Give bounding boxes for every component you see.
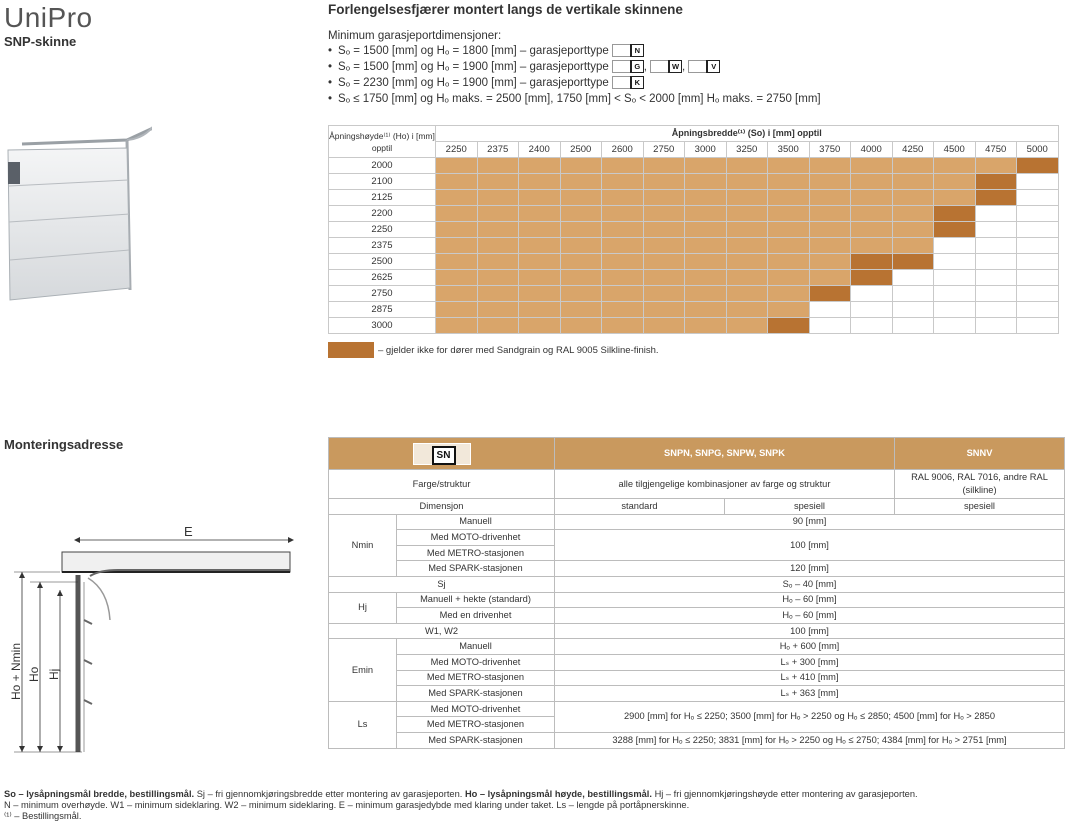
matrix-cell: [1017, 254, 1059, 270]
door-type-icon: K: [612, 76, 644, 89]
matrix-height-label: 2250: [329, 222, 436, 238]
matrix-cell: [1017, 302, 1059, 318]
matrix-width-label: 5000: [1017, 142, 1059, 158]
min-dimension-item: • Sₒ = 1500 [mm] og Hₒ = 1900 [mm] – garasjeporttype G , W , V: [328, 59, 821, 75]
matrix-cell: [519, 286, 561, 302]
matrix-cell: [934, 302, 976, 318]
matrix-cell: [809, 254, 851, 270]
matrix-cell: [768, 206, 810, 222]
hj-val: Hₒ – 60 [mm]: [555, 608, 1065, 624]
matrix-cell: [768, 286, 810, 302]
matrix-cell: [851, 302, 893, 318]
matrix-width-label: 4750: [975, 142, 1017, 158]
matrix-cell: [1017, 206, 1059, 222]
farge-snnv: RAL 9006, RAL 7016, andre RAL (silkline): [895, 470, 1065, 499]
matrix-cell: [726, 270, 768, 286]
matrix-cell: [1017, 190, 1059, 206]
matrix-cell: [685, 238, 727, 254]
matrix-cell: [602, 174, 644, 190]
matrix-width-label: 2250: [436, 142, 478, 158]
emin-row: Manuell: [397, 639, 555, 655]
matrix-width-label: 4000: [851, 142, 893, 158]
matrix-cell: [436, 270, 478, 286]
matrix-cell: [975, 254, 1017, 270]
matrix-cell: [685, 222, 727, 238]
matrix-cell: [560, 270, 602, 286]
matrix-cell: [726, 158, 768, 174]
matrix-cell: [934, 158, 976, 174]
matrix-cell: [560, 238, 602, 254]
montering-title: Monteringsadresse: [4, 437, 124, 452]
sn-badge: SN: [413, 443, 471, 465]
matrix-cell: [643, 270, 685, 286]
matrix-cell: [436, 158, 478, 174]
sj-val: Sₒ – 40 [mm]: [555, 576, 1065, 592]
matrix-cell: [892, 318, 934, 334]
matrix-cell: [851, 206, 893, 222]
matrix-cell: [602, 222, 644, 238]
matrix-cell: [519, 270, 561, 286]
w-label: W1, W2: [329, 623, 555, 639]
matrix-cell: [477, 222, 519, 238]
dimension-matrix: [328, 125, 1059, 334]
matrix-cell: [892, 302, 934, 318]
matrix-cell: [1017, 174, 1059, 190]
matrix-cell: [436, 206, 478, 222]
ls-row: Med MOTO-drivenhet: [397, 701, 555, 717]
label-hj: Hj: [47, 668, 61, 680]
matrix-cell: [643, 174, 685, 190]
matrix-cell: [560, 318, 602, 334]
min-dimension-item: • Sₒ = 2230 [mm] og Hₒ = 1900 [mm] – garasjeporttype K: [328, 75, 821, 91]
matrix-cell: [436, 174, 478, 190]
matrix-cell: [809, 158, 851, 174]
matrix-width-label: 2400: [519, 142, 561, 158]
matrix-corner-label: Åpningshøyde⁽¹⁾ (Ho) i [mm] opptil: [329, 126, 436, 158]
matrix-cell: [560, 190, 602, 206]
matrix-cell: [768, 190, 810, 206]
matrix-width-label: 2500: [560, 142, 602, 158]
matrix-cell: [934, 254, 976, 270]
matrix-cell: [809, 206, 851, 222]
matrix-cell: [892, 286, 934, 302]
matrix-cell: [685, 318, 727, 334]
matrix-width-label: 3500: [768, 142, 810, 158]
matrix-width-label: 3250: [726, 142, 768, 158]
matrix-height-label: 2625: [329, 270, 436, 286]
col-snnv: SNNV: [895, 438, 1065, 470]
matrix-cell: [975, 302, 1017, 318]
matrix-cell: [685, 190, 727, 206]
matrix-cell: [602, 270, 644, 286]
ls-val: 2900 [mm] for Hₒ ≤ 2250; 3500 [mm] for Hₒ > 2250 og Hₒ ≤ 2850; 4500 [mm] for Hₒ > 2850: [555, 701, 1065, 732]
matrix-cell: [560, 286, 602, 302]
matrix-cell: [934, 206, 976, 222]
matrix-cell: [1017, 286, 1059, 302]
matrix-cell: [809, 286, 851, 302]
matrix-cell: [892, 158, 934, 174]
matrix-cell: [934, 238, 976, 254]
matrix-cell: [477, 190, 519, 206]
matrix-cell: [1017, 318, 1059, 334]
matrix-cell: [1017, 222, 1059, 238]
matrix-cell: [477, 158, 519, 174]
matrix-cell: [851, 190, 893, 206]
label-ho: Ho: [27, 666, 41, 682]
matrix-cell: [809, 302, 851, 318]
dim-spesiell-snnv: spesiell: [895, 499, 1065, 515]
matrix-cell: [602, 302, 644, 318]
matrix-cell: [477, 174, 519, 190]
footnote-line-2: N – minimum overhøyde. W1 – minimum sideklaring. W2 – minimum sideklaring. E – minimum garasjedybde med klaring under taket. Ls – lengde på portåpnerskinne.: [4, 800, 690, 810]
matrix-cell: [851, 254, 893, 270]
footnote-line-3: ⁽¹⁾ – Bestillingsmål.: [4, 811, 82, 821]
matrix-cell: [892, 174, 934, 190]
matrix-cell: [975, 206, 1017, 222]
label-ho-nmin: Ho + Nmin: [9, 642, 23, 700]
matrix-cell: [602, 158, 644, 174]
matrix-cell: [892, 222, 934, 238]
matrix-cell: [1017, 270, 1059, 286]
matrix-cell: [851, 286, 893, 302]
matrix-cell: [809, 270, 851, 286]
farge-snp: alle tilgjengelige kombinasjoner av farge og struktur: [555, 470, 895, 499]
matrix-cell: [685, 174, 727, 190]
matrix-height-label: 2875: [329, 302, 436, 318]
matrix-cell: [934, 318, 976, 334]
matrix-cell: [768, 174, 810, 190]
matrix-cell: [519, 158, 561, 174]
door-illustration: [2, 110, 152, 310]
matrix-cell: [643, 190, 685, 206]
matrix-cell: [519, 254, 561, 270]
min-dimensions-list: [328, 43, 821, 107]
matrix-cell: [685, 206, 727, 222]
nmin-val: 100 [mm]: [555, 530, 1065, 561]
matrix-cell: [643, 238, 685, 254]
matrix-cell: [477, 238, 519, 254]
footnote-line-1: So – lysåpningsmål bredde, bestillingsmål. Sj – fri gjennomkjøringsbredde etter montering av garasjeporten. Ho – lysåpningsmål høyde, bestillingsmål. Hj – fri gjennomkjøringshøyde etter montering av garasjeporten.: [4, 789, 918, 799]
matrix-cell: [809, 238, 851, 254]
matrix-height-label: 2750: [329, 286, 436, 302]
ls-row: Med METRO-stasjonen: [397, 717, 555, 733]
matrix-cell: [726, 190, 768, 206]
door-type-icon: W: [650, 60, 682, 73]
ls-label: Ls: [329, 701, 397, 748]
matrix-cell: [643, 302, 685, 318]
matrix-width-label: 3750: [809, 142, 851, 158]
matrix-height-label: 3000: [329, 318, 436, 334]
legend-text: – gjelder ikke for dører med Sandgrain og RAL 9005 Silkline-finish.: [378, 345, 659, 356]
brand-subtitle: SNP-skinne: [4, 34, 77, 49]
emin-val: Lₛ + 300 [mm]: [555, 654, 1065, 670]
matrix-cell: [975, 270, 1017, 286]
emin-val: Lₛ + 410 [mm]: [555, 670, 1065, 686]
footnotes: [4, 789, 918, 822]
matrix-cell: [685, 270, 727, 286]
matrix-width-label: 2750: [643, 142, 685, 158]
matrix-cell: [436, 286, 478, 302]
matrix-cell: [975, 190, 1017, 206]
dim-standard: standard: [555, 499, 725, 515]
matrix-cell: [560, 302, 602, 318]
matrix-cell: [892, 206, 934, 222]
matrix-cell: [768, 158, 810, 174]
matrix-cell: [768, 254, 810, 270]
matrix-cell: [602, 318, 644, 334]
door-type-icon: G: [612, 60, 644, 73]
matrix-cell: [975, 286, 1017, 302]
matrix-cell: [643, 158, 685, 174]
matrix-cell: [436, 254, 478, 270]
matrix-cell: [477, 318, 519, 334]
matrix-cell: [643, 318, 685, 334]
matrix-cell: [436, 190, 478, 206]
hj-row: Manuell + hekte (standard): [397, 592, 555, 608]
nmin-row: Med METRO-stasjonen: [397, 545, 555, 561]
matrix-cell: [643, 222, 685, 238]
matrix-cell: [602, 286, 644, 302]
hj-label: Hj: [329, 592, 397, 623]
matrix-cell: [519, 318, 561, 334]
hj-row: Med en drivenhet: [397, 608, 555, 624]
matrix-width-label: 4250: [892, 142, 934, 158]
matrix-cell: [560, 222, 602, 238]
col-snp: SNPN, SNPG, SNPW, SNPK: [555, 438, 895, 470]
dim-spesiell: spesiell: [725, 499, 895, 515]
matrix-cell: [477, 270, 519, 286]
badge-cell: [329, 438, 555, 470]
matrix-cell: [726, 174, 768, 190]
sj-label: Sj: [329, 576, 555, 592]
matrix-cell: [519, 174, 561, 190]
emin-row: Med METRO-stasjonen: [397, 670, 555, 686]
matrix-width-label: 2600: [602, 142, 644, 158]
matrix-cell: [602, 206, 644, 222]
matrix-cell: [851, 238, 893, 254]
farge-label: Farge/struktur: [329, 470, 555, 499]
matrix-cell: [934, 222, 976, 238]
matrix-cell: [851, 318, 893, 334]
emin-label: Emin: [329, 639, 397, 701]
matrix-cell: [768, 318, 810, 334]
matrix-cell: [602, 190, 644, 206]
brand-title: UniPro: [4, 2, 93, 33]
nmin-row: Manuell: [397, 514, 555, 530]
matrix-cell: [560, 158, 602, 174]
matrix-cell: [934, 174, 976, 190]
matrix-cell: [685, 302, 727, 318]
matrix-width-label: 2375: [477, 142, 519, 158]
matrix-cell: [685, 254, 727, 270]
matrix-cell: [726, 286, 768, 302]
matrix-width-label: 3000: [685, 142, 727, 158]
matrix-height-label: 2375: [329, 238, 436, 254]
emin-val: Lₛ + 363 [mm]: [555, 686, 1065, 702]
matrix-cell: [892, 190, 934, 206]
matrix-cell: [768, 222, 810, 238]
matrix-cell: [519, 222, 561, 238]
matrix-cell: [602, 254, 644, 270]
matrix-height-label: 2000: [329, 158, 436, 174]
matrix-cell: [560, 206, 602, 222]
matrix-cell: [685, 286, 727, 302]
matrix-cell: [934, 190, 976, 206]
min-dimension-item: • Sₒ = 1500 [mm] og Hₒ = 1800 [mm] – garasjeporttype N: [328, 43, 821, 59]
matrix-cell: [809, 318, 851, 334]
matrix-cell: [477, 286, 519, 302]
nmin-row: Med MOTO-drivenhet: [397, 530, 555, 546]
matrix-cell: [560, 254, 602, 270]
matrix-cell: [519, 238, 561, 254]
matrix-cell: [975, 318, 1017, 334]
nmin-row: Med SPARK-stasjonen: [397, 561, 555, 577]
matrix-cell: [975, 222, 1017, 238]
matrix-height-label: 2200: [329, 206, 436, 222]
matrix-cell: [851, 270, 893, 286]
matrix-cell: [643, 206, 685, 222]
matrix-cell: [975, 238, 1017, 254]
matrix-cell: [809, 190, 851, 206]
matrix-cell: [726, 318, 768, 334]
matrix-cell: [768, 238, 810, 254]
matrix-cell: [519, 190, 561, 206]
matrix-cell: [851, 222, 893, 238]
emin-row: Med MOTO-drivenhet: [397, 654, 555, 670]
hj-val: Hₒ – 60 [mm]: [555, 592, 1065, 608]
matrix-height-label: 2500: [329, 254, 436, 270]
matrix-cell: [809, 174, 851, 190]
matrix-cell: [436, 318, 478, 334]
matrix-cell: [1017, 158, 1059, 174]
matrix-height-label: 2125: [329, 190, 436, 206]
matrix-cell: [643, 254, 685, 270]
w-val: 100 [mm]: [555, 623, 1065, 639]
matrix-cell: [851, 158, 893, 174]
min-dimension-item: • Sₒ ≤ 1750 [mm] og Hₒ maks. = 2500 [mm], 1750 [mm] < Sₒ < 2000 [mm] Hₒ maks. = 2750 [mm]: [328, 91, 821, 107]
matrix-width-header: Åpningsbredde⁽¹⁾ (So) i [mm] opptil: [436, 126, 1059, 142]
matrix-cell: [436, 302, 478, 318]
matrix-cell: [519, 206, 561, 222]
emin-row: Med SPARK-stasjonen: [397, 686, 555, 702]
matrix-cell: [436, 222, 478, 238]
matrix-cell: [1017, 238, 1059, 254]
matrix-cell: [685, 158, 727, 174]
matrix-cell: [809, 222, 851, 238]
matrix-height-label: 2100: [329, 174, 436, 190]
ls-row: Med SPARK-stasjonen: [397, 732, 555, 748]
matrix-cell: [477, 254, 519, 270]
emin-val: Hₒ + 600 [mm]: [555, 639, 1065, 655]
mounting-diagram: [0, 520, 300, 760]
matrix-cell: [892, 254, 934, 270]
ls-val: 3288 [mm] for Hₒ ≤ 2250; 3831 [mm] for Hₒ > 2250 og Hₒ ≤ 2750; 4384 [mm] for Hₒ > 2751 [mm]: [555, 732, 1065, 748]
spec-table: [328, 437, 1065, 749]
matrix-cell: [477, 302, 519, 318]
matrix-cell: [975, 158, 1017, 174]
nmin-label: Nmin: [329, 514, 397, 576]
section-heading: Forlengelsesfjærer montert langs de vertikale skinnene: [328, 2, 683, 17]
matrix-cell: [726, 238, 768, 254]
matrix-cell: [975, 174, 1017, 190]
door-type-icon: V: [688, 60, 720, 73]
matrix-cell: [726, 222, 768, 238]
matrix-cell: [934, 286, 976, 302]
matrix-width-label: 4500: [934, 142, 976, 158]
matrix-cell: [851, 174, 893, 190]
matrix-cell: [436, 238, 478, 254]
min-dimensions-label: Minimum garasjeportdimensjoner:: [328, 30, 502, 42]
matrix-cell: [892, 270, 934, 286]
label-e: E: [184, 524, 193, 539]
matrix-cell: [477, 206, 519, 222]
matrix-cell: [934, 270, 976, 286]
matrix-cell: [519, 302, 561, 318]
matrix-cell: [643, 286, 685, 302]
matrix-cell: [768, 302, 810, 318]
matrix-cell: [768, 270, 810, 286]
matrix-cell: [892, 238, 934, 254]
matrix-cell: [560, 174, 602, 190]
nmin-val: 90 [mm]: [555, 514, 1065, 530]
matrix-cell: [602, 238, 644, 254]
legend-swatch: [328, 342, 374, 358]
door-type-icon: N: [612, 44, 644, 57]
matrix-cell: [726, 206, 768, 222]
matrix-cell: [726, 254, 768, 270]
matrix-cell: [726, 302, 768, 318]
nmin-val: 120 [mm]: [555, 561, 1065, 577]
dim-label: Dimensjon: [329, 499, 555, 515]
